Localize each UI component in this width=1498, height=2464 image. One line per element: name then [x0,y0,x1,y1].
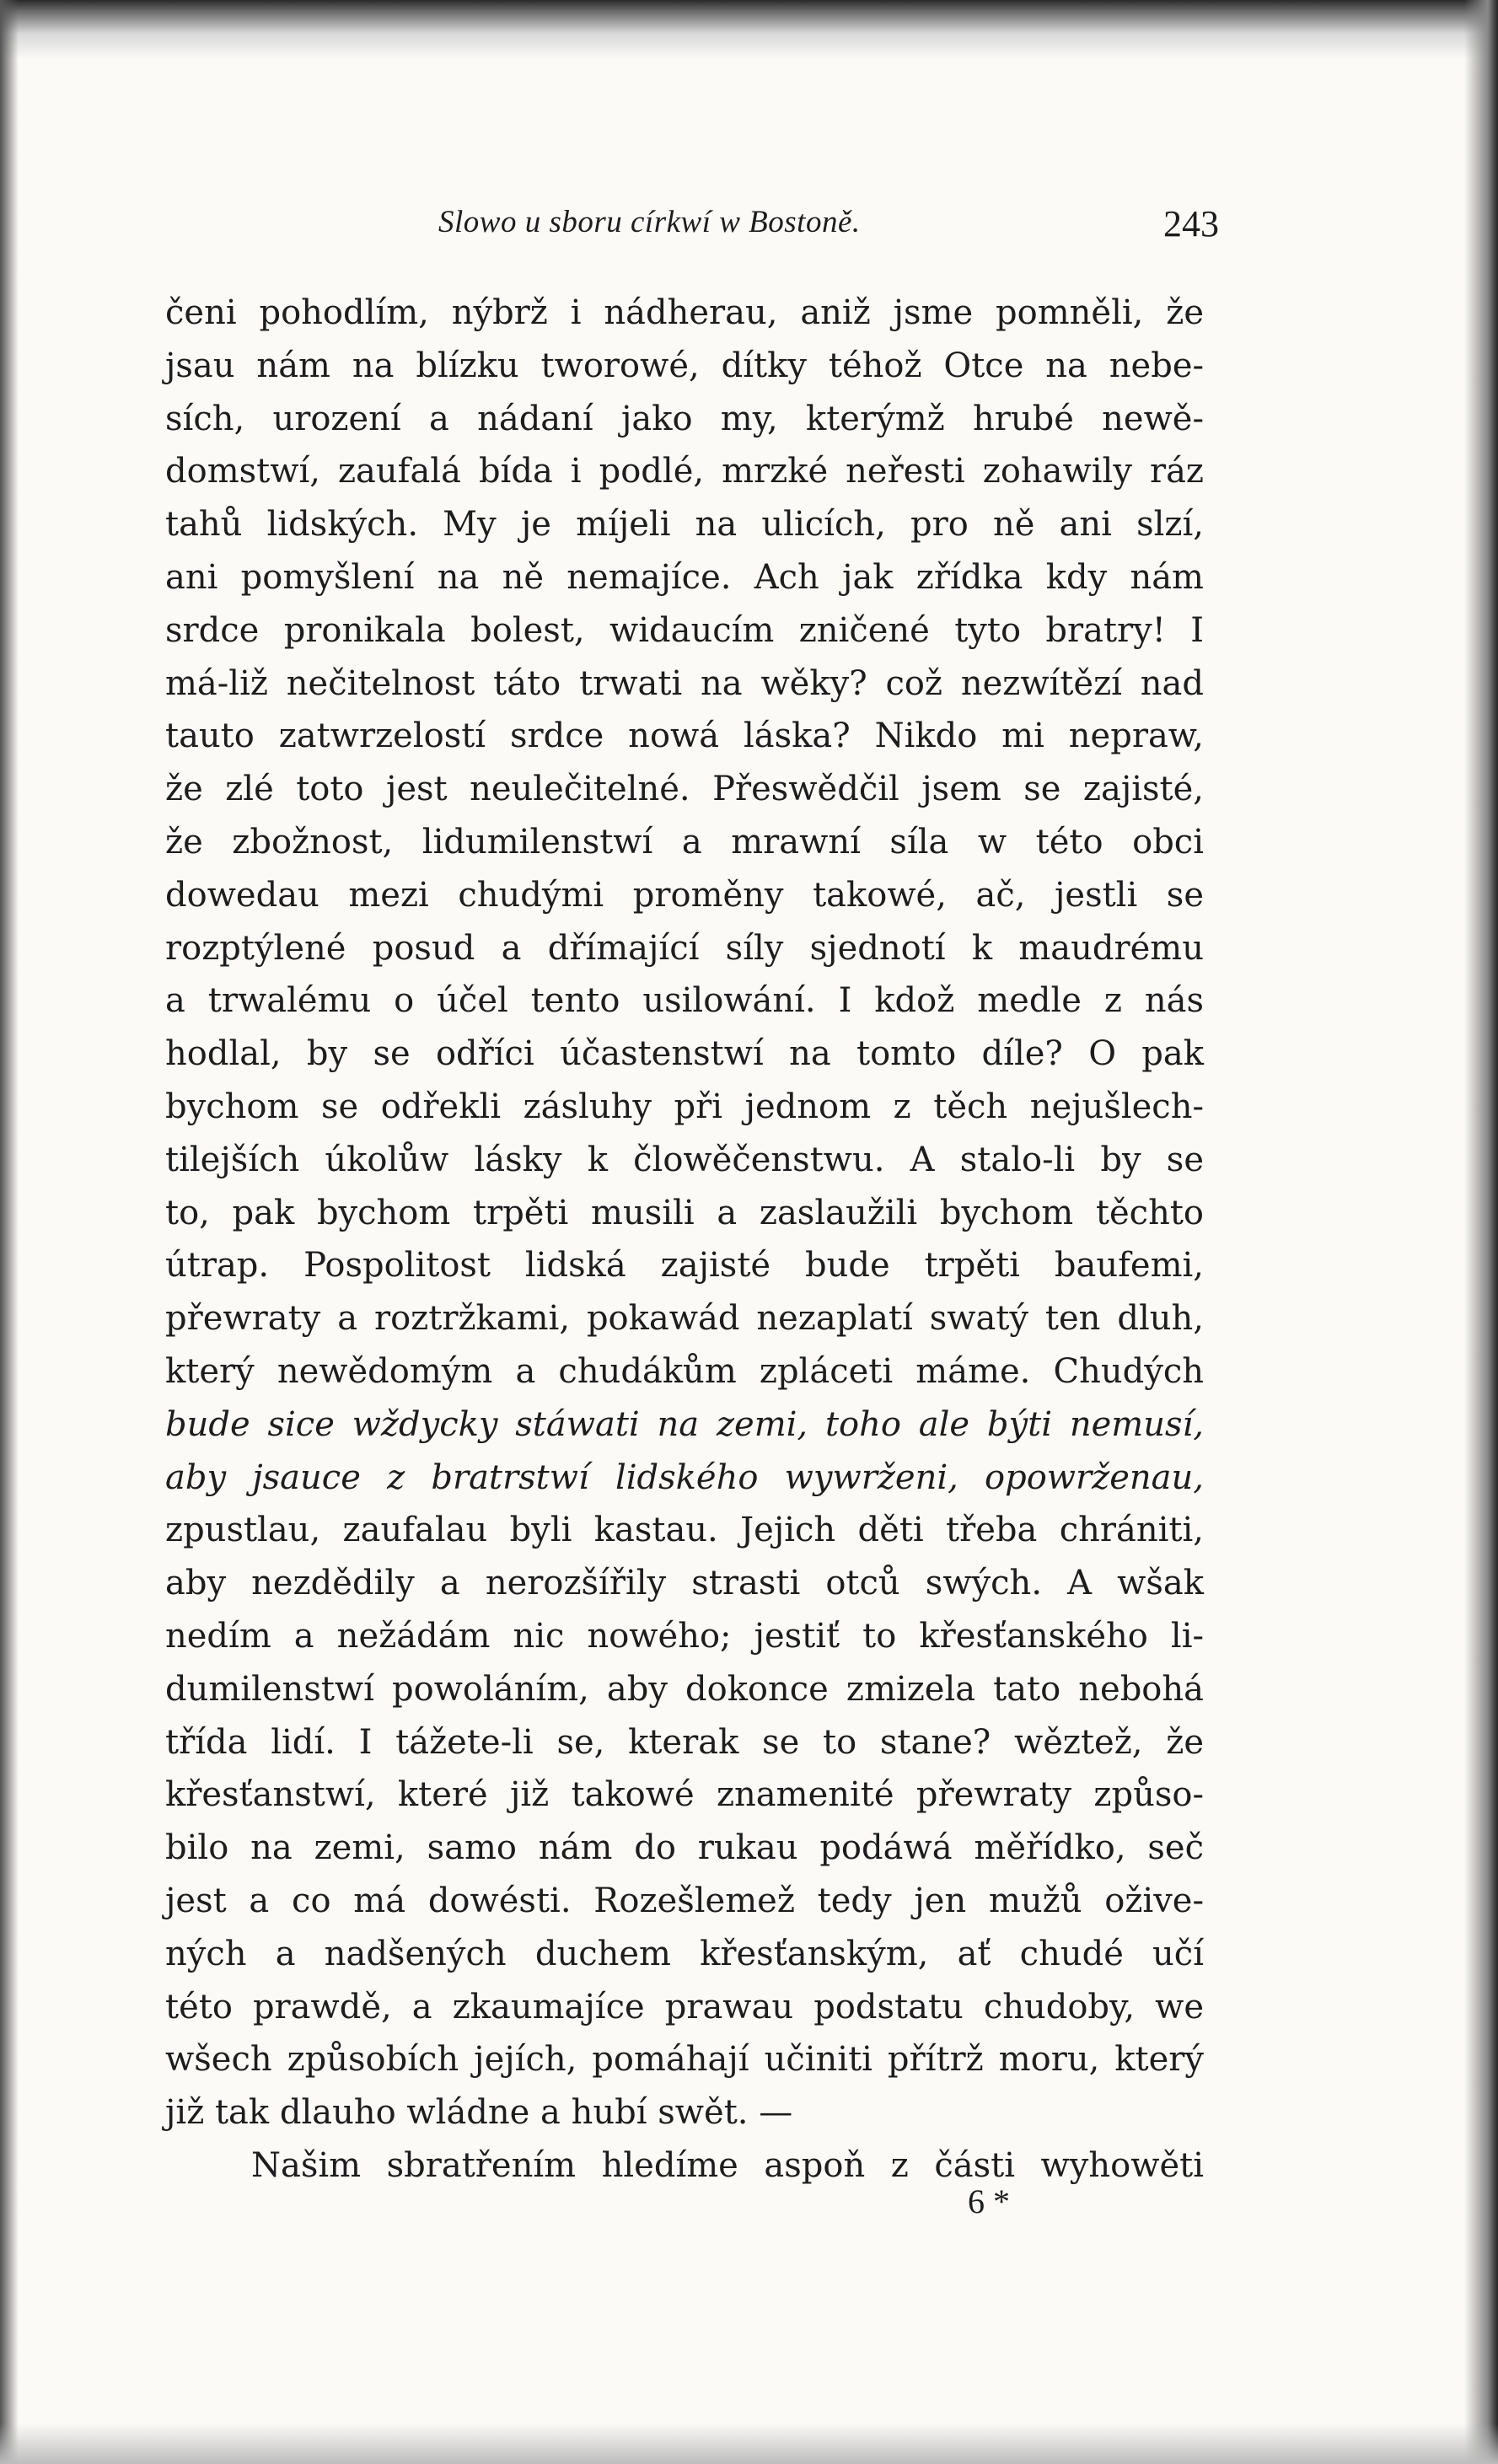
text-line: ani pomyšlení na ně nemajíce. Ach jak zřídka kdy nám [165,557,1204,597]
text-line: sích, urození a nádaní jako my, kterýmž hrubé newě- [165,399,1204,438]
text-line: přewraty a roztržkami, pokawád nezaplatí swatý ten dluh, [165,1299,1204,1339]
text-line: tauto zatwrzelostí srdce nowá láska? Nikdo mi nepraw, [165,717,1204,756]
text-line: této prawdě, a zkaumajíce prawau podstatu chudoby, we [165,1987,1204,2026]
text-line: útrap. Pospolitost lidská zajisté bude trpěti baufemi, [165,1246,1204,1286]
scan-top-edge [0,0,1498,59]
page-number: 243 [1163,203,1219,244]
text-line: dumilenstwí powoláním, aby dokonce zmizela tato nebohá [165,1669,1204,1709]
text-line: třída lidí. I tážete-li se, kterak se to stane? wěztež, že [165,1722,1204,1762]
running-head: Slowo u sboru církwí w Bostoně. [438,205,861,239]
scan-bottom-edge [0,2424,1498,2464]
text-line: aby nezdědily a nerozšířily strasti otců swých. A wšak [165,1564,1204,1603]
scan-right-edge [1464,0,1498,2464]
text-line: má-liž nečitelnost táto trwati na wěky? což nezwítězí nad [165,663,1204,703]
body-text [165,287,1204,2193]
text-line: již tak dlauho wládne a hubí swět. — [165,2093,793,2133]
text-line: bude sice wždycky stáwati na zemi, toho ale býti nemusí, [165,1404,1204,1444]
text-line: tahů lidských. My je míjeli na ulicích, pro ně ani slzí, [165,505,1204,545]
text-line: dowedau mezi chudými proměny takowé, ač, jestli se [165,875,1204,915]
text-line: nedím a nežádám nic nowého; jestiť to křesťanského li- [165,1616,1204,1656]
text-line: jsau nám na blízku tworowé, dítky téhož Otce na nebe- [165,346,1204,385]
signature-mark: 6 * [968,2182,1010,2220]
text-line: a trwalému o účel tento usilowání. I kdož medle z nás [165,981,1204,1021]
text-line: wšech způsobích jejích, pomáhají učiniti přítrž moru, který [165,2040,1204,2080]
text-line-paragraph-start: Našim sbratřením hledíme aspoň z části wyhowěti [251,2145,1204,2185]
text-line: hodlal, by se odříci účastenstwí na tomto díle? O pak [165,1034,1204,1074]
text-line: bychom se odřekli zásluhy při jednom z těch nejušlech- [165,1087,1204,1126]
text-line: že zlé toto jest neulečitelné. Přeswědčil jsem se zajisté, [165,770,1204,809]
text-line: srdce pronikala bolest, widaucím zničené tyto bratry! I [165,610,1204,650]
text-line: čeni pohodlím, nýbrž i nádherau, aniž jsme pomněli, že [165,293,1204,332]
text-line: jest a co má dowésti. Rozešlemež tedy jen mužů ožive- [165,1881,1204,1920]
text-line: zpustlau, zaufalau byli kastau. Jejich děti třeba chrániti, [165,1511,1204,1550]
text-line: ných a nadšených duchem křesťanským, ať chudé učí [165,1934,1204,1973]
text-line: který newědomým a chudákům zpláceti máme. Chudých [165,1351,1204,1391]
text-line: to, pak bychom trpěti musili a zaslaužili bychom těchto [165,1193,1204,1232]
text-line: křesťanstwí, které již takowé znamenité přewraty způso- [165,1775,1204,1815]
text-line: domstwí, zaufalá bída i podlé, mrzké neřesti zohawily ráz [165,452,1204,491]
text-line: rozptýlené posud a dřímající síly sjednotí k maudrému [165,928,1204,968]
text-line: aby jsauce z bratrstwí lidského wywrženi, opowrženau, [165,1457,1204,1497]
text-line: tilejších úkolůw lásky k člowěčenstwu. A stalo-li by se [165,1140,1204,1179]
text-line: bilo na zemi, samo nám do rukau podáwá měřídko, seč [165,1828,1204,1868]
text-line: že zbožnost, lidumilenstwí a mrawní síla w této obci [165,822,1204,862]
scan-left-edge [0,0,19,2464]
